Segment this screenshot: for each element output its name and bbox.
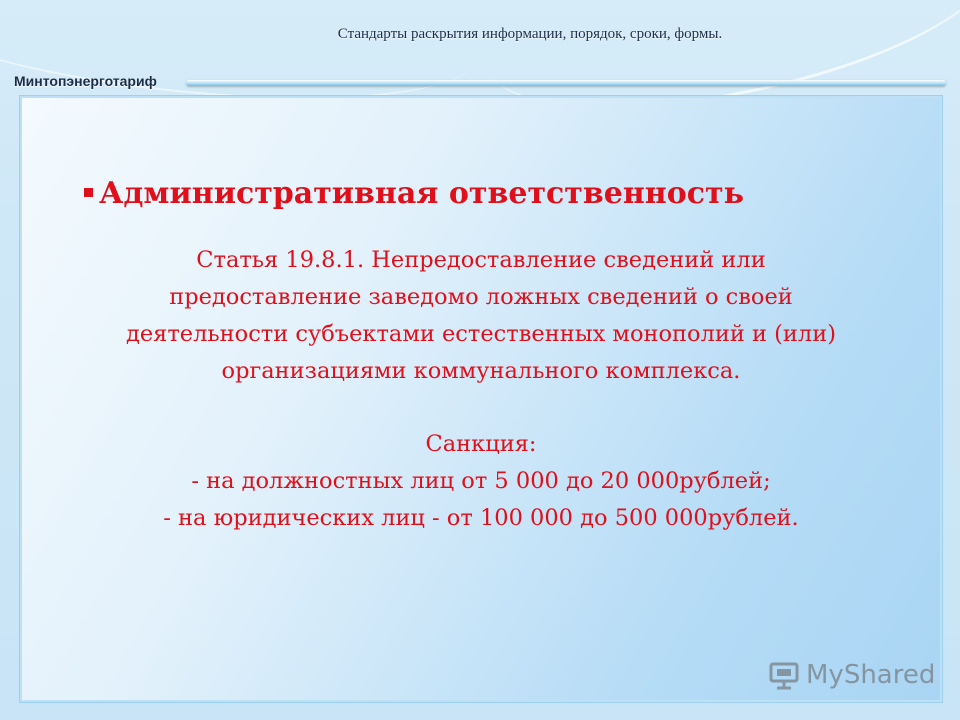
article-line: организациями коммунального комплекса. xyxy=(221,358,741,384)
slide-heading-text: Административная ответственность xyxy=(99,176,744,211)
square-bullet-icon xyxy=(84,188,93,197)
sanction-line: - на юридических лиц - от 100 000 до 500 000рублей. xyxy=(163,505,799,531)
projector-screen-icon xyxy=(768,659,800,691)
slide-body xyxy=(30,242,932,537)
slide-heading xyxy=(84,176,884,211)
sanction-line: - на должностных лиц от 5 000 до 20 000рублей; xyxy=(191,468,771,494)
article-line: деятельности субъектами естественных монополий и (или) xyxy=(125,321,836,347)
organization-name: Минтопэнерготариф xyxy=(14,73,157,89)
header-divider xyxy=(186,80,946,86)
article-line: Статья 19.8.1. Непредоставление сведений или xyxy=(196,247,766,273)
article-line: предоставление заведомо ложных сведений о своей xyxy=(169,284,793,310)
watermark-text: MyShared xyxy=(806,660,936,690)
myshared-watermark xyxy=(768,656,935,694)
sanction-line: Санкция: xyxy=(425,431,537,457)
presentation-subtitle: Стандарты раскрытия информации, порядок, сроки, формы. xyxy=(337,26,723,42)
